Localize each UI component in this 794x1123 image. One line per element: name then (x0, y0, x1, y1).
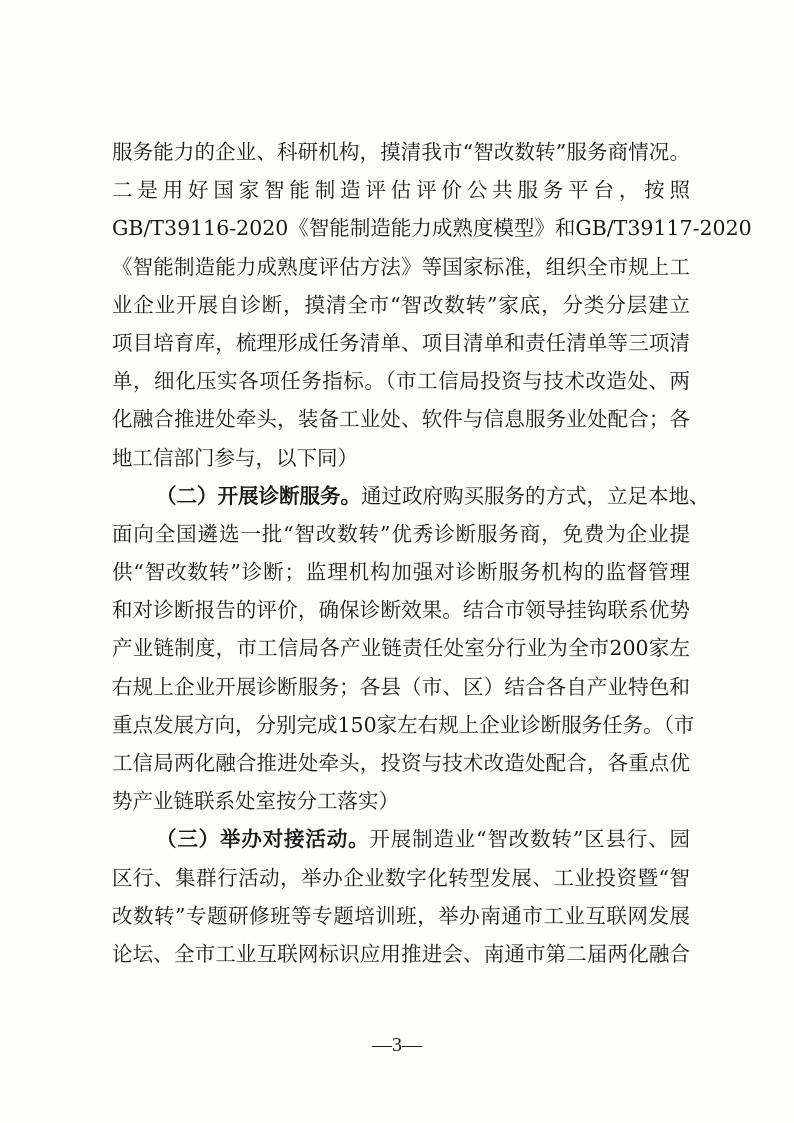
text-span: 通过政府购买服务的方式，立足本地、 (361, 483, 710, 508)
page-number: —3— (372, 1034, 422, 1056)
paragraph-2 (112, 477, 710, 821)
text-line: 项目培育库，梳理形成任务清单、项目清单和责任清单等三项清 (112, 330, 690, 355)
text-line: 势产业链联系处室按分工落实） (112, 789, 399, 814)
text-line: 重点发展方向，分别完成150家左右规上企业诊断服务任务。（市 (112, 712, 695, 737)
text-line: 地工信部门参与，以下同） (112, 445, 358, 470)
section-heading: （三）举办对接活动。 (156, 827, 370, 852)
body-text (112, 133, 752, 973)
text-line: 二是用好国家智能制造评估评价公共服务平台，按照 (112, 178, 690, 203)
text-line: GB/T39116-2020《智能制造能力成熟度模型》和GB/T39117-2020 (112, 216, 752, 241)
text-line: 和对诊断报告的评价，确保诊断效果。结合市领导挂钩联系优势 (112, 598, 690, 623)
text-line: 右规上企业开展诊断服务；各县（市、区）结合各自产业特色和 (112, 674, 690, 699)
text-line: 区行、集群行活动，举办企业数字化转型发展、工业投资暨“智 (112, 865, 690, 890)
text-line: 产业链制度，市工信局各产业链责任处室分行业为全市200家左 (112, 636, 690, 661)
text-line: 改数转”专题研修班等专题培训班，举办南通市工业互联网发展 (112, 903, 690, 928)
paragraph-1 (112, 133, 752, 477)
section-heading: （二）开展诊断服务。 (156, 483, 361, 508)
text-line: 工信局两化融合推进处牵头，投资与技术改造处配合，各重点优 (112, 751, 690, 775)
text-line: 供“智改数转”诊断；监理机构加强对诊断服务机构的监督管理 (112, 560, 690, 585)
text-line (112, 477, 710, 515)
text-line: 面向全国遴选一批“智改数转”优秀诊断服务商，免费为企业提 (112, 521, 690, 546)
paragraph-3 (112, 820, 690, 973)
text-line: 单，细化压实各项任务指标。（市工信局投资与技术改造处、两 (112, 369, 690, 394)
text-span: 开展制造业“智改数转”区县行、园 (369, 827, 691, 852)
text-line (112, 820, 690, 858)
text-line: 业企业开展自诊断，摸清全市“智改数转”家底，分类分层建立 (112, 292, 690, 317)
text-line: 《智能制造能力成熟度评估方法》等国家标准，组织全市规上工 (112, 254, 690, 279)
text-line: 服务能力的企业、科研机构，摸清我市“智改数转”服务商情况。 (112, 140, 690, 164)
text-line: 论坛、全市工业互联网标识应用推进会、南通市第二届两化融合 (112, 941, 690, 966)
text-line: 化融合推进处牵头，装备工业处、软件与信息服务业处配合；各 (112, 407, 690, 432)
